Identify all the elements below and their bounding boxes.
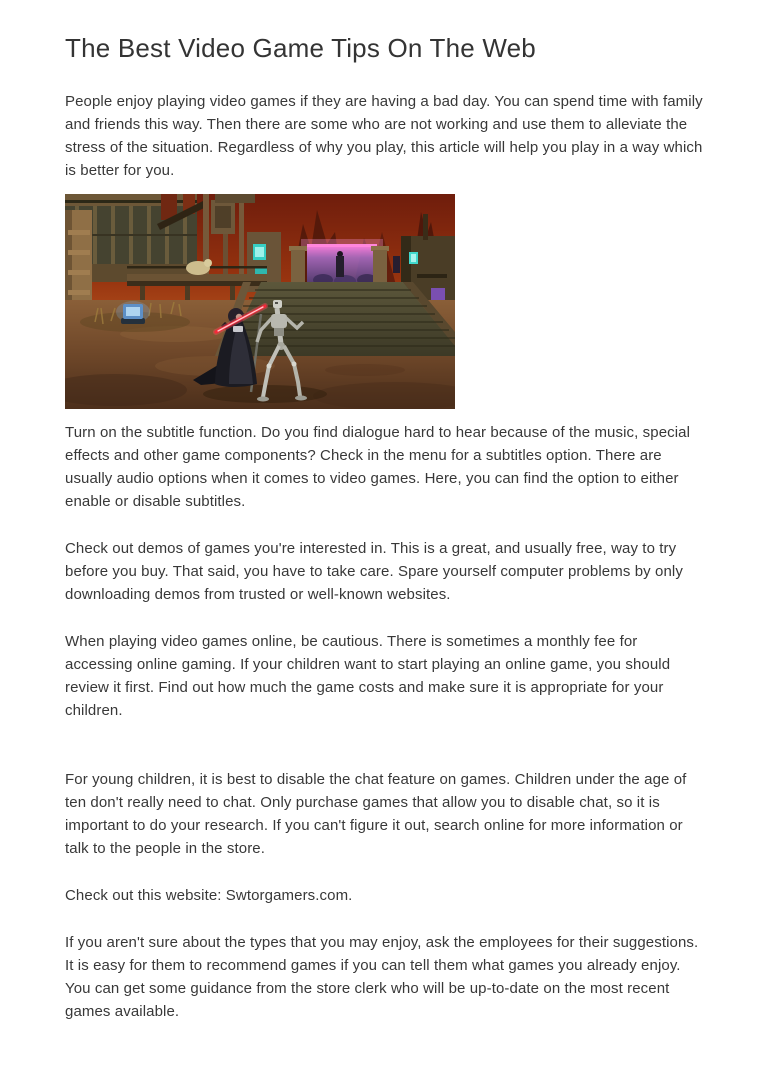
game-screenshot-art	[65, 194, 455, 409]
article-paragraph: For young children, it is best to disable the chat feature on games. Children under the age of ten don't really need to chat. Only purchase games that allow you to disable chat, so it is important to do your research. If you can't figure it out, search online for more information or talk to the people in the store.	[65, 771, 687, 857]
game-screenshot-image	[65, 194, 455, 409]
article-paragraph: Check out this website: Swtorgamers.com.	[65, 887, 353, 904]
article-paragraph: Turn on the subtitle function. Do you find dialogue hard to hear because of the music, special effects and other game components? Check in the menu for a subtitles option. There are usually audio options when it comes to video games. Here, you can find the option to either enable or disable subtitles.	[65, 424, 691, 510]
article-paragraph: When playing video games online, be cautious. There is sometimes a monthly fee for accessing online gaming. If your children want to start playing an online game, you should review it first. Find out how much the game costs and make sure it is appropriate for your children.	[65, 633, 671, 719]
article-title: The Best Video Game Tips On The Web	[65, 33, 536, 63]
article-paragraph: People enjoy playing video games if they are having a bad day. You can spend time with family and friends this way. Then there are some who are not working and use them to alleviate the stress of the situation. Regardless of why you play, this article will help you play in a way which is better for you.	[65, 93, 703, 179]
article-paragraph: Check out demos of games you're interested in. This is a great, and usually free, way to try before you buy. That said, you have to take care. Spare yourself computer problems by only downloading demos from trusted or well-known websites.	[65, 540, 683, 603]
article-paragraph: If you aren't sure about the types that you may enjoy, ask the employees for their suggestions. It is easy for them to recommend games if you can tell them what games you already enjoy. You can get some guidance from the store clerk who will be up-to-date on the most recent games available.	[65, 934, 699, 1020]
